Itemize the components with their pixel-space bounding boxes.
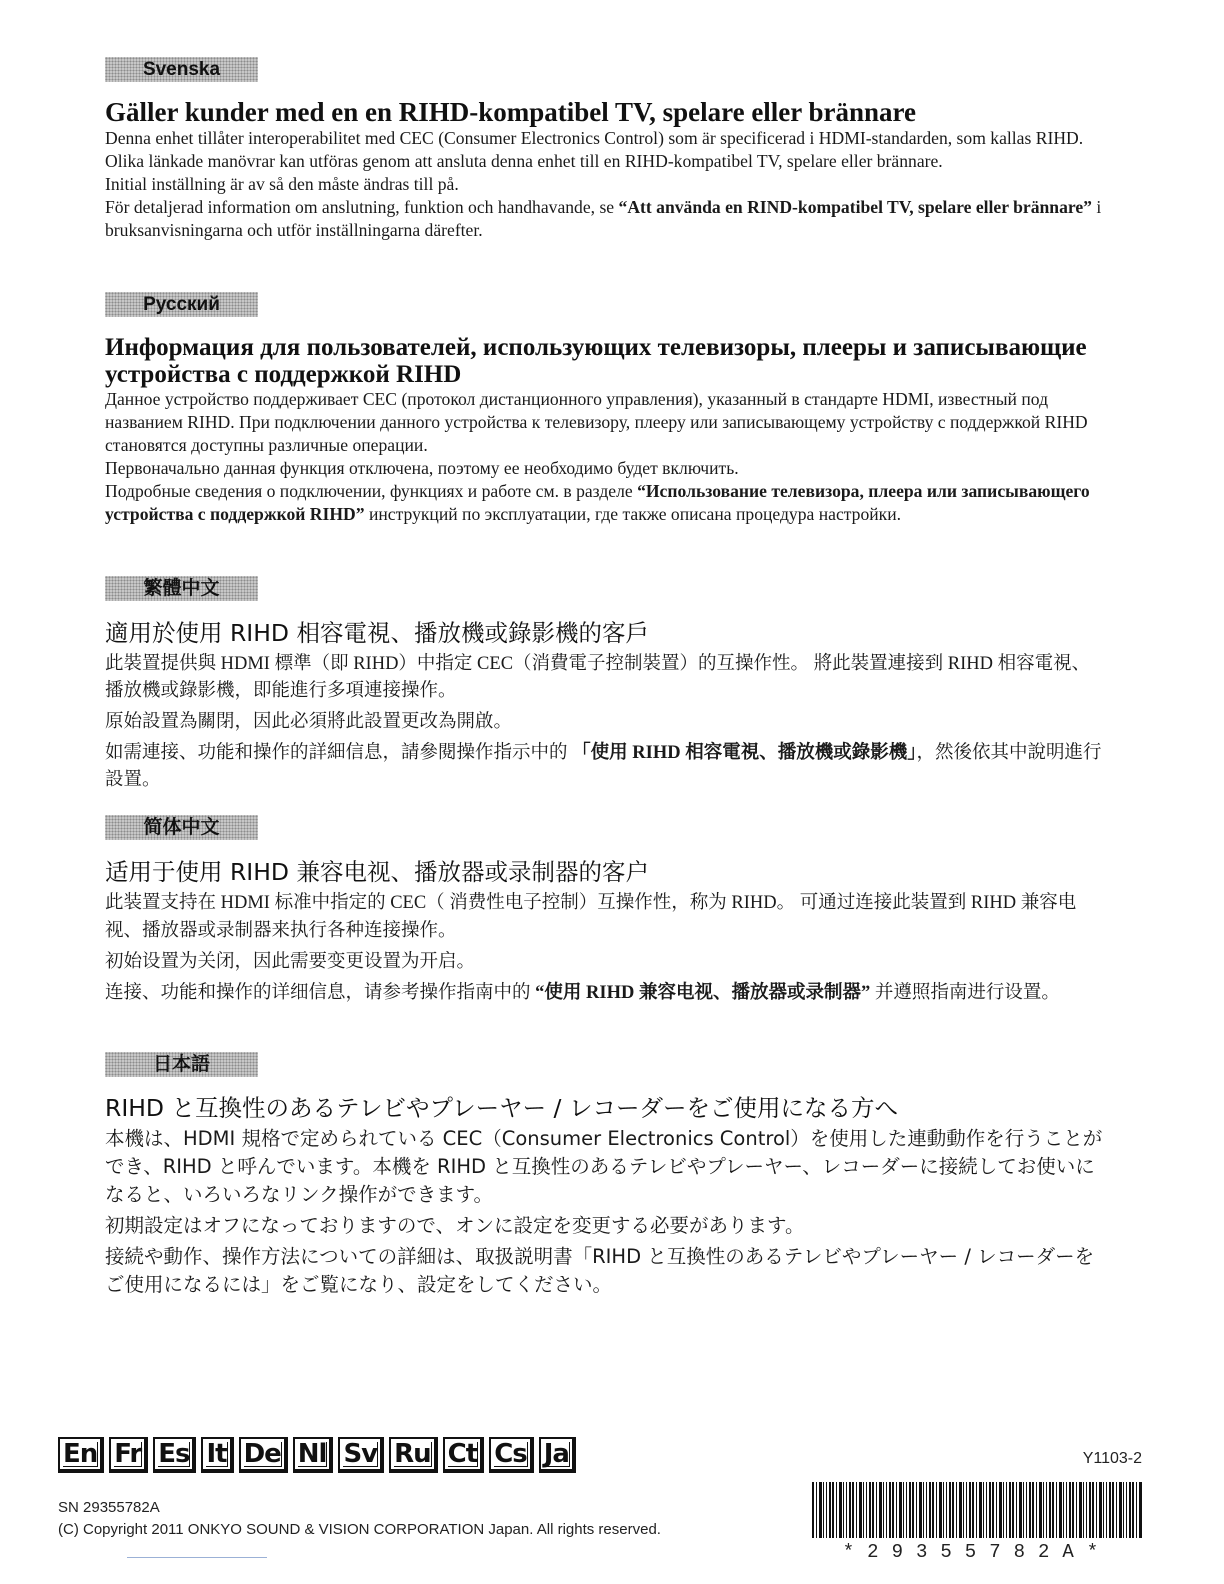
- section-svenska: [105, 57, 1105, 242]
- language-tag: 简体中文: [105, 815, 258, 840]
- language-code-sv: Sv: [338, 1437, 384, 1473]
- paragraph: 接続や動作、操作方法についての詳細は、取扱説明書「RIHD と互換性のあるテレビやプレーヤー / レコーダーをご使用になるには」をご覧になり、設定をしてください。: [105, 1245, 1095, 1296]
- paragraph: Denna enhet tillåter interoperabilitet med CEC (Consumer Electronics Control) som är specificerad i HDMI-standarden, som kallas RIHD. Olika länkade manövrar kan utföras genom att ansluta denna enhet till en RIHD-kompatibel TV, spelare eller brännare.: [105, 128, 1084, 171]
- section-title: 适用于使用 RIHD 兼容电视、播放器或录制器的客户: [105, 858, 649, 886]
- language-code-it: It: [201, 1437, 233, 1473]
- paragraph: Первоначально данная функция отключена, поэтому ее необходимо будет включить.: [105, 458, 739, 478]
- paragraph: [105, 196, 1105, 242]
- language-code-en: En: [58, 1437, 104, 1473]
- paragraph: 本機は、HDMI 規格で定められている CEC（Consumer Electronics Control）を使用した連動動作を行うことができ、RIHD と呼んでいます。本機を RIHD と互換性のあるテレビやプレーヤー、レコーダーに接続してお使いになると、いろいろなリンク操作ができます。: [105, 1127, 1103, 1206]
- section-simplified-chinese: [105, 815, 1105, 1007]
- section-russian: [105, 292, 1105, 526]
- barcode: [812, 1482, 1142, 1538]
- language-code-cs: Cs: [489, 1437, 534, 1473]
- language-code-ct: Ct: [443, 1437, 485, 1473]
- section-traditional-chinese: [105, 576, 1105, 794]
- reference-title: “Att använda en RIND-kompatibel TV, spelare eller brännare”: [618, 197, 1092, 217]
- language-code-de: De: [239, 1437, 288, 1473]
- language-code-ru: Ru: [389, 1437, 438, 1473]
- barcode-text: *29355782A*: [842, 1541, 1112, 1563]
- section-title: Gäller kunder med en en RIHD-kompatibel TV, spelare eller brännare: [105, 97, 917, 127]
- language-tag: 日本語: [105, 1052, 258, 1077]
- language-code-fr: Fr: [109, 1437, 148, 1473]
- reference-title: “使用 RIHD 兼容电视、播放器或录制器”: [535, 983, 871, 1003]
- paragraph: 初始设置为关闭，因此需要变更设置为开启。: [105, 952, 476, 972]
- section-title: RIHD と互換性のあるテレビやプレーヤー / レコーダーをご使用になる方へ: [105, 1094, 898, 1122]
- paragraph: [105, 740, 1105, 794]
- paragraph-text: 并遵照指南进行设置。: [870, 983, 1060, 1003]
- paragraph-text: 如需連接、功能和操作的詳細信息，請參閱操作指示中的: [105, 743, 573, 763]
- paragraph-text: инструкций по эксплуатации, где также описана процедура настройки.: [364, 504, 902, 524]
- divider: [127, 1557, 267, 1558]
- paragraph: 此裝置提供與 HDMI 標準（即 RIHD）中指定 CEC（消費電子控制裝置）的互操作性。 將此裝置連接到 RIHD 相容電視、播放機或錄影機，即能進行多項連接操作。: [105, 654, 1091, 701]
- document-number: Y1103-2: [1082, 1450, 1142, 1467]
- language-code-nl: Nl: [293, 1437, 334, 1473]
- reference-title: 「使用 RIHD 相容電視、播放機或錄影機」: [572, 743, 917, 763]
- language-tag: 繁體中文: [105, 576, 258, 601]
- section-title: Информация для пользователей, использующих телевизоры, плееры и записывающие устройства с поддержкой RIHD: [105, 334, 1087, 388]
- paragraph: 初期設定はオフになっておりますので、オンに設定を変更する必要があります。: [105, 1214, 805, 1237]
- language-code-list: [58, 1437, 581, 1473]
- reference-title: “Использование телевизора, плеера или записывающего устройства с поддержкой RIHD”: [105, 481, 1090, 524]
- section-title: 適用於使用 RIHD 相容電視、播放機或錄影機的客戶: [105, 619, 649, 647]
- section-japanese: [105, 1052, 1105, 1299]
- copyright-notice: (C) Copyright 2011 ONKYO SOUND & VISION CORPORATION Japan. All rights reserved.: [58, 1521, 661, 1538]
- paragraph: [105, 979, 1105, 1007]
- language-tag: Svenska: [105, 57, 258, 82]
- paragraph-text: ，然後依其中說明進行設置。: [105, 743, 1102, 790]
- paragraph-text: 连接、功能和操作的详细信息，请参考操作指南中的: [105, 983, 536, 1003]
- paragraph-text: i bruksanvisningarna och utför inställningarna därefter.: [105, 197, 1102, 240]
- language-tag: Русский: [105, 292, 258, 317]
- paragraph: Initial inställning är av så den måste ändras till på.: [105, 174, 459, 194]
- paragraph: [105, 480, 1105, 526]
- paragraph-text: För detaljerad information om anslutning, funktion och handhavande, se: [105, 197, 619, 217]
- paragraph-text: Подробные сведения о подключении, функциях и работе см. в разделе: [105, 481, 638, 501]
- language-code-ja: Ja: [539, 1437, 576, 1473]
- language-code-es: Es: [153, 1437, 196, 1473]
- paragraph: Данное устройство поддерживает CEC (протокол дистанционного управления), указанный в стандарте HDMI, известный под названием RIHD. При подключении данного устройства к телевизору, плееру или записывающему устройству с поддержкой RIHD становятся доступны различные операции.: [105, 389, 1088, 455]
- paragraph: 原始設置為關閉，因此必須將此設置更改為開啟。: [105, 712, 513, 732]
- paragraph: 此装置支持在 HDMI 标准中指定的 CEC（ 消费性电子控制）互操作性，称为 RIHD。 可通过连接此装置到 RIHD 兼容电视、播放器或录制器来执行各种连接操作。: [105, 893, 1077, 941]
- serial-number: SN 29355782A: [58, 1499, 160, 1516]
